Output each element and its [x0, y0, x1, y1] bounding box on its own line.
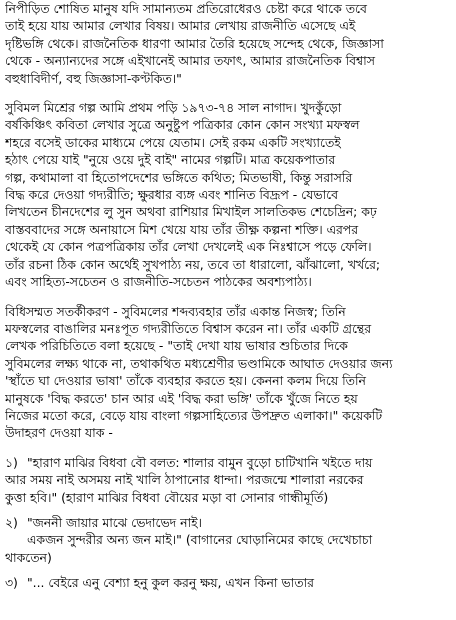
text-line: থাকতেন): [5, 549, 52, 565]
text-line: দৃষ্টিভঙ্গি থেকে। রাজনৈতিক ধারণা আমার তৈরি হয়েছে সন্দেহ থেকে, জিজ্ঞাসা: [5, 35, 384, 51]
text-line: মফস্বলের বাঙালির মনঃপূত গদ্যরীতিতে বিশ্বাস করেন না। তাঁর একটি গ্রন্থের: [5, 320, 372, 336]
example-number: ২): [5, 514, 18, 530]
text-line: [5, 454, 452, 471]
example-text: "জননী জায়ার মাঝে ভেদাভেদ নাই।: [26, 514, 202, 530]
paragraph-gap: [5, 87, 452, 99]
text-line: একজন সুন্দরীর অন্য জন মাই।" (বাগানের ঘোড়ানিমের কাছে দেখেচাচা: [27, 532, 373, 548]
paragraph-3: [5, 303, 452, 442]
example-3: [5, 574, 452, 591]
text-line: তাই হয়ে যায় আমার লেখার বিষয়। আমার লেখায় রাজনীতি এসেছে এই: [5, 18, 356, 34]
text-line: বহুধাবিদীর্ণ, বহু জিজ্ঞাসা-কণ্টকিত।": [5, 70, 182, 86]
text-line: থেকেই যে কোন পত্রপত্রিকায় তাঁর লেখা দেখলেই এক নিঃশ্বাসে পড়ে ফেলি।: [5, 239, 372, 255]
text-line: সুবিমলের লক্ষ্য থাকে না, তথাকথিত মধ্যশ্রেণীর ভণ্ডামিকে আঘাত দেওয়ার জন্য: [5, 355, 393, 371]
text-line: কুত্তা হবি।" (হারাণ মাঝির বিধবা বৌয়ের মড়া বা সোনার গান্ধীমূর্তি): [5, 489, 329, 505]
example-number: ৩): [5, 575, 18, 591]
text-line: বিদ্ধ করে দেওয়া গদ্যরীতি; ক্ষুরধার ব্যঙ্গ এবং শানিত বিদ্রূপ - যেভাবে: [5, 187, 339, 203]
text-line: লিখতেন চীনদেশের লু সুন অথবা রাশিয়ার মিখাইল সালতিকভ শেচেদ্রিন; কঢ়: [5, 204, 377, 220]
text-line: নিজের মতো করে, বেড়ে যায় বাংলা গল্পসাহিত্যের উপদ্রুত এলাকা।" কয়েকটি: [5, 407, 383, 423]
example-1: [5, 454, 452, 506]
text-line: থেকে - অন্যান্যদের সঙ্গে এইখানেই আমার তফাৎ, আমার রাজনৈতিক বিশ্বাস: [5, 53, 375, 69]
text-line: সুবিমল মিশ্রের গল্প আমি প্রথম পড়ি ১৯৭৩-৭৪ সাল নাগাদ। খুদকুঁড়ো: [5, 100, 342, 116]
text-line: [5, 574, 452, 591]
text-line: গল্প, কথামালা বা হিতোপদেশের ভঙ্গিতে কথিত; মিতভাষী, কিন্তু সরাসরি: [5, 169, 353, 185]
paragraph-gap: [5, 291, 452, 303]
text-line: আর সময় নাই অসময় নাই খালি ঠাপানোর ধান্দা। পরজন্মে শালারা নরকের: [5, 472, 364, 488]
text-line: এবং সাহিত্য-সচেতন ও রাজনীতি-সচেতন পাঠকের অবশ্যপাঠ্য।: [5, 274, 312, 290]
text-line: শহরে বসেই ডাকের মাধ্যমে পেয়ে যেতাম। সেই রকম একটি সংখ্যাতেই: [5, 134, 341, 150]
paragraph-1: [5, 0, 452, 87]
paragraph-2: [5, 99, 452, 290]
text-line: 'স্থাঁতে ঘা দেওয়ার ভাষা' তাঁকে ব্যবহার করতে হয়। কেননা কলম দিয়ে তিনি: [5, 373, 366, 389]
example-number: ১): [5, 454, 18, 470]
text-line: মানুষকে 'বিদ্ধ করতে' চান আর এই 'বিদ্ধ করা ভঙ্গি' তাঁকে খুঁজে নিতে হয়: [5, 390, 358, 406]
paragraph-gap: [5, 442, 452, 454]
text-line: উদাহরণ দেওয়া যাক -: [5, 425, 113, 441]
text-line: নিপীড়িত শোষিত মানুষ যদি সামান্যতম প্রতিরোধেরও চেষ্টা করে থাকে তবে: [5, 1, 367, 16]
example-text: "হারাণ মাঝির বিধবা বৌ বলত: শালার বামুন বুড়ো চাটিখানি খইতে দায়: [26, 454, 373, 470]
text-line: বিধিসম্মত সতর্কীকরণ - সুবিমলের শব্দব্যবহার তাঁর একান্ত নিজস্ব; তিনি: [5, 303, 346, 319]
text-line: বর্ষকিঞ্চিৎ কবিতা লেখার সুত্রে অনুষ্টুপ পত্রিকার কোন কোন সংখ্যা মফস্বল: [5, 117, 360, 133]
text-line: বাস্তববাদের সঙ্গে অনায়াসে মিশ খেয়ে যায় তাঁর তীক্ষ্ণ কল্পনা শক্তি। এরপর: [5, 221, 359, 237]
text-line: হঠাৎ পেয়ে যাই "নুয়ে ওয়ে দুই বাই" নামের গল্পটি। মাত্র কয়েকপাতার: [5, 152, 336, 168]
example-text: "... বেইরে এনু বেশ্যা হনু কুল করনু ক্ষয়, এখন কিনা ভাতার: [26, 575, 314, 591]
text-line: [5, 514, 452, 531]
text-line: তাঁর রচনা ঠিক কোন অর্থেই সুখপাঠ্য নয়, তবে তা ধারালো, ঝাঁঝালো, খর্খরে;: [5, 256, 381, 272]
example-gap: [5, 506, 452, 514]
example-gap: [5, 566, 452, 574]
text-line: লেখক পরিচিতিতে বলা হয়েছে - "তাই দেখা যায় ভাষার শুচিতার দিকে: [5, 338, 348, 354]
example-2: [5, 514, 452, 566]
